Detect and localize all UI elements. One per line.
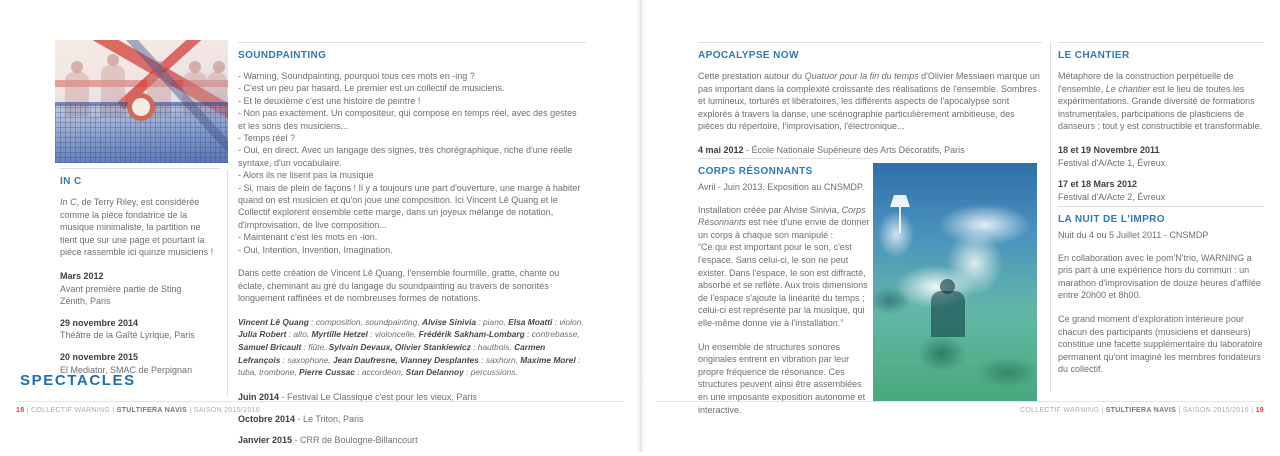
event-dateline: 4 mai 2012 - École Nationale Supérieure des Arts Décoratifs, Paris: [698, 144, 965, 155]
event-item: [1058, 144, 1264, 169]
nuit-description-2: Ce grand moment d'exploration intérieure pour chacun des participants (musiciens et danseurs) constitue une facette supplémentaire du laboratoire permanent qu'ont imaginé les membres fondateurs du collectif.: [1058, 313, 1263, 375]
event-date: 29 novembre 2014: [60, 317, 139, 328]
event-item: [1058, 178, 1264, 203]
event-date: Mars 2012: [60, 270, 104, 281]
event-date: 17 et 18 Mars 2012: [1058, 179, 1138, 190]
footer-right: COLLECTIF WARNING | STULTIFERA NAVIS | SAISON 2015/2016 | 19: [656, 401, 1264, 414]
section-title-corps: CORPS RÉSONNANTS: [698, 166, 813, 177]
spread-category-label: SPECTACLES: [20, 372, 136, 389]
corps-description-2: Un ensemble de structures sonores originales entrent en vibration par leur propre fréquence de résonance. Ces structures peuvent ainsi être assemblées en une imposante exposition autonome et interactive.: [698, 341, 866, 415]
soundpainting-description: Dans cette création de Vincent Lê Quang, l'ensemble fourmille, gratte, chante ou éclate, cheminant au gré du langage du soundpainting au travers de sonorités longuement raffinées et de nombreuses formes de notations.: [238, 268, 560, 304]
section-soundpainting: [238, 42, 586, 456]
event-date: 18 et 19 Novembre 2011: [1058, 144, 1160, 155]
visitor-silhouette: [931, 291, 965, 337]
corps-quote: “Ce qui est important pour le son, c'est l'espace. Sans celui-ci, le son ne peut exister. Dans l'espace, le son est diffracté, absorbé et se reflète. Aux trois dimensions de l'espace s'ajoute la linéarité du temps ; celui-ci est représenté par la musique, qui elle-même donne vie à l'installation.”: [698, 242, 868, 328]
section-in-c: [60, 168, 220, 385]
lamp-shape: [899, 207, 901, 233]
dialogue-line: - Warning, Soundpainting, pourquoi tous ces mots en -ing ?: [238, 71, 475, 81]
event-item: [60, 270, 220, 308]
dialogue-line: - Si, mais de plein de façons ! Il y a toujours une part d'ouverture, une marge à habiter quand on est musicien et qu'on joue une composition. Ici Vincent Lê Quang et le Collectif explorent ensemble cette marge, dans un joyeux mélange de notation, d'improvisation, de live composition...: [238, 182, 581, 230]
event-dateline: Octobre 2014 - Le Triton, Paris: [238, 413, 364, 424]
event-venue: El Mediator, SMAC de Perpignan: [60, 364, 193, 375]
section-apocalypse-now: [698, 42, 1042, 166]
event-venue: Avant première partie de Sting: [60, 283, 182, 294]
page-fold: [636, 0, 645, 452]
dialogue-line: - Et le deuxième c'est une histoire de peintre !: [238, 95, 421, 106]
dialogue-block: [238, 70, 586, 256]
event-venue: Zénith, Paris: [60, 296, 111, 307]
musicians-duotone-photo: [55, 40, 228, 163]
installation-duotone-photo: [873, 163, 1037, 401]
column-divider: [227, 170, 228, 396]
nuit-description-1: En collaboration avec le pom'N'trio, WARNING a pris part à une expérience hors du commun : un marathon d'improvisation de douze heures d'affilée entre 20h00 et 8h00.: [1058, 252, 1261, 301]
in-c-description: In C, de Terry Riley, est considérée comme la pièce fondatrice de la musique minimaliste, la partition ne tient que sur une page et pourtant la pièce rassemble ici quinze musiciens !: [60, 197, 214, 258]
musician-credits: Vincent Lê Quang : composition, soundpainting, Alvise Sinivia : piano, Elsa Moatti : violon, Julia Robert : alto, Myrtille Hetzel : violoncelle, Frédérik Sakham-Lombarg : contrebasse, Samuel Bricault : flûte, Sylvain Devaux, Olivier Stankiewicz : hautbois, Carmen Lefrançois : saxophone, Jean Daufresne, Vianney Desplantes : saxhorn, Maxime Morel : tuba, trombone, Pierre Cussac : accordéon, Stan Delannoy : percussions.: [238, 316, 584, 378]
corps-subtitle: Avril - Juin 2013. Exposition au CNSMDP.: [698, 182, 865, 192]
dialogue-line: - Oui, en direct. Avec un langage des signes, très chorégraphique, riche d'une réelle syntaxe, d'un vocabulaire.: [238, 145, 573, 168]
event-dateline: Janvier 2015 - CRR de Boulogne-Billancourt: [238, 435, 418, 446]
chantier-description: Métaphore de la construction perpétuelle de l'ensemble, Le chantier est le lieu de toutes les expérimentations. Grande diversité de formations instrumentales, participations de plasticiens de danseurs ; tout y est constructible et transformable.: [1058, 71, 1263, 132]
event-venue: Festival d'A/Acte 1, Évreux: [1058, 157, 1166, 168]
section-corps-resonnants: [698, 158, 870, 427]
section-title-nuit: LA NUIT DE L'IMPRO: [1058, 214, 1165, 225]
dialogue-line: - C'est un peu par hasard. Le premier est un collectif de musiciens.: [238, 83, 505, 94]
column-divider: [1050, 42, 1051, 392]
corps-description-1: Installation créée par Alvise Sinivia, Corps Résonnants est née d'une envie de donner un corps à chaque son manipulé :: [698, 204, 870, 240]
event-venue: Festival d'A/Acte 2, Évreux: [1058, 191, 1166, 202]
event-date: 20 novembre 2015: [60, 351, 139, 362]
nuit-subtitle: Nuit du 4 ou 5 Juillet 2011 - CNSMDP: [1058, 230, 1209, 240]
apocalypse-description: Cette prestation autour du Quatuor pour la fin du temps d'Olivier Messiaen marque un pas important dans la complexité croissante des réalisations de l'ensemble. Sombres et lumineux, torturés et libératoires, les différents aspects de l'apocalypse sont explorés à travers la danse, une scénographie particulièrement ambitieuse, des pièces du répertoire, l'improvisation, l'électronique...: [698, 71, 1040, 132]
section-title-apocalypse: APOCALYPSE NOW: [698, 50, 799, 61]
section-le-chantier: [1058, 42, 1264, 212]
event-item: [60, 317, 220, 342]
section-title-chantier: LE CHANTIER: [1058, 50, 1130, 61]
section-nuit-impro: [1058, 206, 1264, 387]
dialogue-line: - Temps réel ?: [238, 133, 295, 144]
event-venue: Théâtre de la Gaîté Lyrique, Paris: [60, 330, 195, 341]
dialogue-line: - Non pas exactement. Un compositeur, qui compose en temps réel, avec des gestes et les sons des musiciens...: [238, 108, 577, 131]
section-title-soundpainting: SOUNDPAINTING: [238, 50, 327, 61]
tuba-bell-shape: [127, 93, 155, 121]
footer-left: 18 | COLLECTIF WARNING | STULTIFERA NAVIS | SAISON 2015/2016: [16, 401, 624, 414]
section-title-in-c: IN C: [60, 176, 82, 187]
dialogue-line: - Alors ils ne lisent pas la musique: [238, 170, 374, 181]
lamp-shade-shape: [890, 195, 910, 207]
event-dateline: Juin 2014 - Festival Le Classique c'est pour les vieux, Paris: [238, 391, 477, 402]
dialogue-line: - Oui, Intention, Invention, Imagination.: [238, 244, 393, 255]
dialogue-line: - Maintenant c'est les mots en -ion.: [238, 232, 378, 243]
